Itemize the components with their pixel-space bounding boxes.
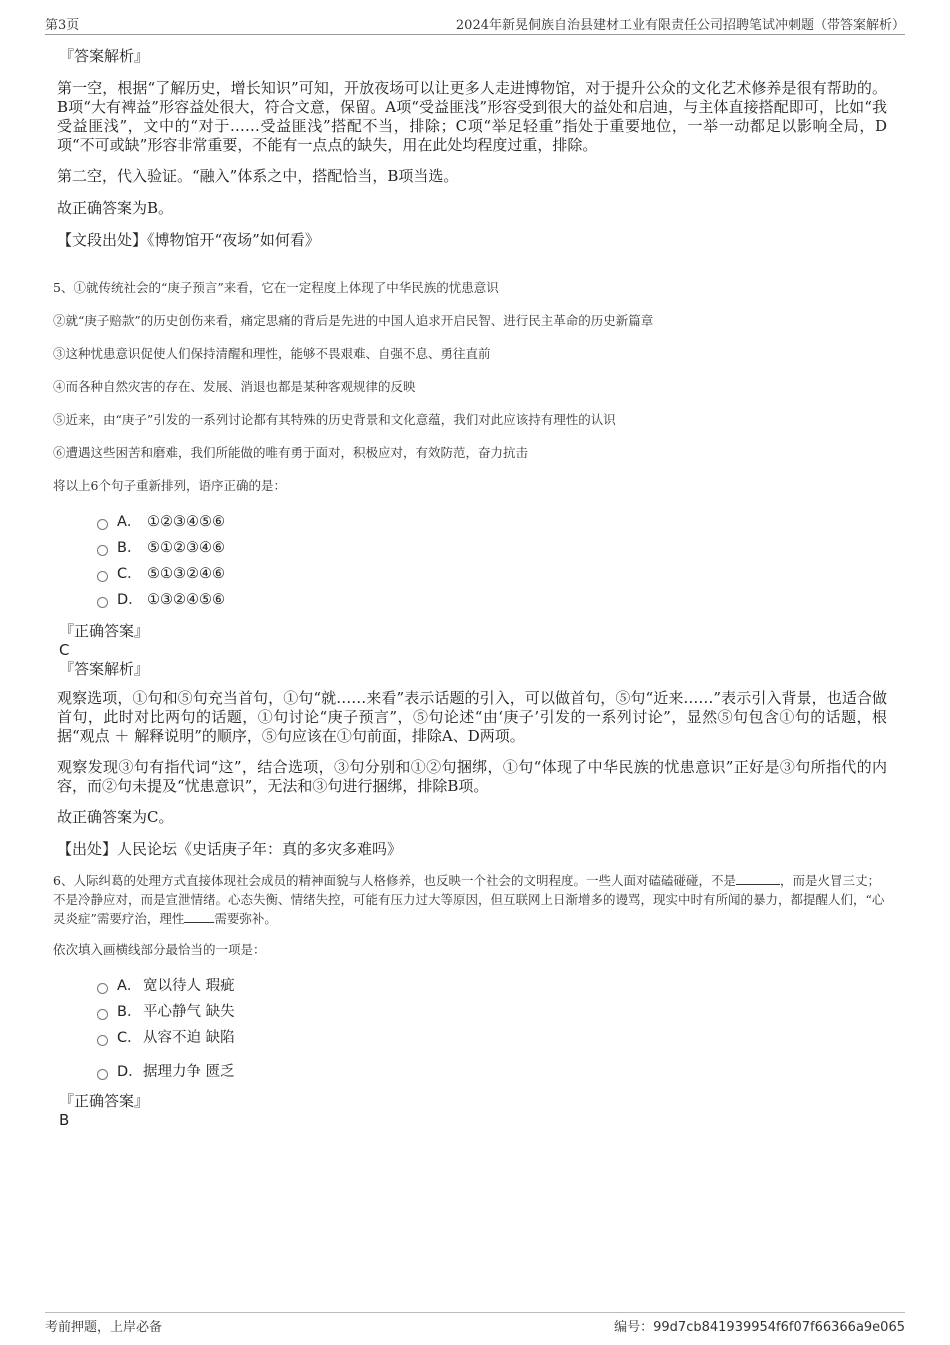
option-letter: C． xyxy=(117,1030,142,1046)
sentence: 5、①就传统社会的“庚子预言”来看，它在一定程度上体现了中华民族的忧患意识 xyxy=(53,280,499,295)
stem-part: 需要弥补。 xyxy=(214,911,277,926)
question-5 xyxy=(53,278,887,859)
document-title: 2024年新晃侗族自治县建材工业有限责任公司招聘笔试冲刺题（带答案解析） xyxy=(455,18,905,33)
radio-icon[interactable] xyxy=(97,1009,108,1020)
footer-slogan: 考前押题，上岸必备 xyxy=(45,1320,163,1335)
question-6 xyxy=(53,871,887,1129)
correct-answer: B xyxy=(59,1111,70,1129)
option-a[interactable] xyxy=(97,509,887,535)
option-list xyxy=(97,509,887,613)
option-letter: A． xyxy=(117,514,142,530)
option-text: 从容不迫 缺陷 xyxy=(143,1030,235,1046)
correct-answer-label: 『正确答案』 xyxy=(59,1092,150,1110)
option-list xyxy=(97,973,887,1085)
radio-icon[interactable] xyxy=(97,571,108,582)
option-text: ⑤①③②④⑥ xyxy=(147,566,225,582)
option-d[interactable] xyxy=(97,1059,887,1085)
page-number: 第3页 xyxy=(45,18,80,33)
correct-answer: C xyxy=(59,641,70,659)
option-b[interactable] xyxy=(97,999,887,1025)
option-letter: D． xyxy=(117,1064,143,1080)
document-code xyxy=(614,1316,905,1335)
radio-icon[interactable] xyxy=(97,545,108,556)
analysis-paragraph: 观察发现③句有指代词“这”，结合选项，③句分别和①②句捆绑，①句“体现了中华民族的忧患意识”正好是③句所指代的内容，而②句未提及“忧患意识”，无法和③句进行捆绑，排除B项。 xyxy=(57,758,887,795)
option-b[interactable] xyxy=(97,535,887,561)
option-text: ①③②④⑤⑥ xyxy=(147,592,225,608)
sentence: ③这种忧患意识促使人们保持清醒和理性，能够不畏艰难、自强不息、勇往直前 xyxy=(53,346,491,361)
question-stem xyxy=(53,871,887,928)
source-note: 【文段出处】《博物馆开“夜场”如何看》 xyxy=(57,231,320,249)
code-label: 编号： xyxy=(614,1320,654,1335)
analysis-paragraph: 观察选项，①句和⑤句充当首句，①句“就……来看”表示话题的引入，可以做首句，⑤句“近来……”表示引入背景，也适合做首句，此时对比两句的话题，①句讨论“庚子预言”，⑤句论述“由‘庚子’引发的一系列讨论”，显然⑤句包含①句的话题，根据“观点 ＋ 解释说明”的顺序，⑤句应该在①句前面，排除A、D两项。 xyxy=(57,689,887,745)
correct-answer-label: 『正确答案』 xyxy=(59,622,150,640)
option-letter: B． xyxy=(117,540,142,556)
option-c[interactable] xyxy=(97,1025,887,1051)
conclusion: 故正确答案为C。 xyxy=(57,808,174,826)
analysis-label: 『答案解析』 xyxy=(59,47,150,65)
option-letter: B． xyxy=(117,1004,142,1020)
option-letter: C． xyxy=(117,566,142,582)
option-text: 据理力争 匮乏 xyxy=(143,1064,235,1080)
sentence: ④而各种自然灾害的存在、发展、消退也都是某种客观规律的反映 xyxy=(53,379,416,394)
stem-part: 6、人际纠葛的处理方式直接体现社会成员的精神面貌与人格修养，也反映一个社会的文明程度。一些人面对磕磕碰碰，不是 xyxy=(53,873,736,888)
sentence: ⑤近来，由“庚子”引发的一系列讨论都有其特殊的历史背景和文化意蕴，我们对此应该持有理性的认识 xyxy=(53,412,616,427)
option-text: ⑤①②③④⑥ xyxy=(147,540,225,556)
option-text: 宽以待人 瑕疵 xyxy=(143,978,235,994)
answer-blank xyxy=(736,872,780,885)
code-value: 99d7cb841939954f6f07f66366a9e065 xyxy=(653,1320,905,1335)
radio-icon[interactable] xyxy=(97,519,108,530)
analysis-paragraph: 第一空，根据“了解历史，增长知识”可知，开放夜场可以让更多人走进博物馆，对于提升公众的文化艺术修养是很有帮助的。B项“大有裨益”形容益处很大，符合文意，保留。A项“受益匪浅”形容受到很大的益处和启迪，与主体直接搭配即可，比如“我受益匪浅”，文中的“对于……受益匪浅”搭配不当，排除；C项“举足轻重”指处于重要地位，一举一动都足以影响全局，D项“不可或缺”形容非常重要，不能有一点点的缺失，用在此处均程度过重，排除。 xyxy=(57,79,887,154)
option-letter: A． xyxy=(117,978,142,994)
analysis-paragraph: 第二空，代入验证。“融入”体系之中，搭配恰当，B项当选。 xyxy=(57,167,459,185)
sentence: ②就“庚子赔款”的历史创伤来看，痛定思痛的背后是先进的中国人追求开启民智、进行民主革命的历史新篇章 xyxy=(53,313,654,328)
radio-icon[interactable] xyxy=(97,983,108,994)
option-letter: D． xyxy=(117,592,143,608)
analysis-label: 『答案解析』 xyxy=(59,660,150,678)
question-prompt: 将以上6个句子重新排列，语序正确的是： xyxy=(53,478,286,493)
sentence: ⑥遭遇这些困苦和磨难，我们所能做的唯有勇于面对，积极应对，有效防范，奋力抗击 xyxy=(53,445,529,460)
option-text: 平心静气 缺失 xyxy=(143,1004,235,1020)
stem-part: ，而是火冒三丈；不是冷静应对，而是宣泄情绪。心态失衡、情绪失控，可能有压力过大等原因，但互联网上日渐增多的谩骂，现实中时有所闻的暴力，都提醒人们，“心灵炎症”需要疗治，理性 xyxy=(53,873,885,926)
source-note: 【出处】人民论坛《史话庚子年：真的多灾多难吗》 xyxy=(57,840,403,858)
conclusion: 故正确答案为B。 xyxy=(57,199,174,217)
page-header xyxy=(45,14,905,35)
page-footer xyxy=(45,1312,905,1336)
question-prompt: 依次填入画横线部分最恰当的一项是： xyxy=(53,942,266,957)
radio-icon[interactable] xyxy=(97,1035,108,1046)
option-c[interactable] xyxy=(97,561,887,587)
option-a[interactable] xyxy=(97,973,887,999)
option-text: ①②③④⑤⑥ xyxy=(147,514,225,530)
radio-icon[interactable] xyxy=(97,597,108,608)
radio-icon[interactable] xyxy=(97,1069,108,1080)
page-content xyxy=(53,46,887,1129)
option-d[interactable] xyxy=(97,587,887,613)
answer-blank xyxy=(184,910,214,923)
